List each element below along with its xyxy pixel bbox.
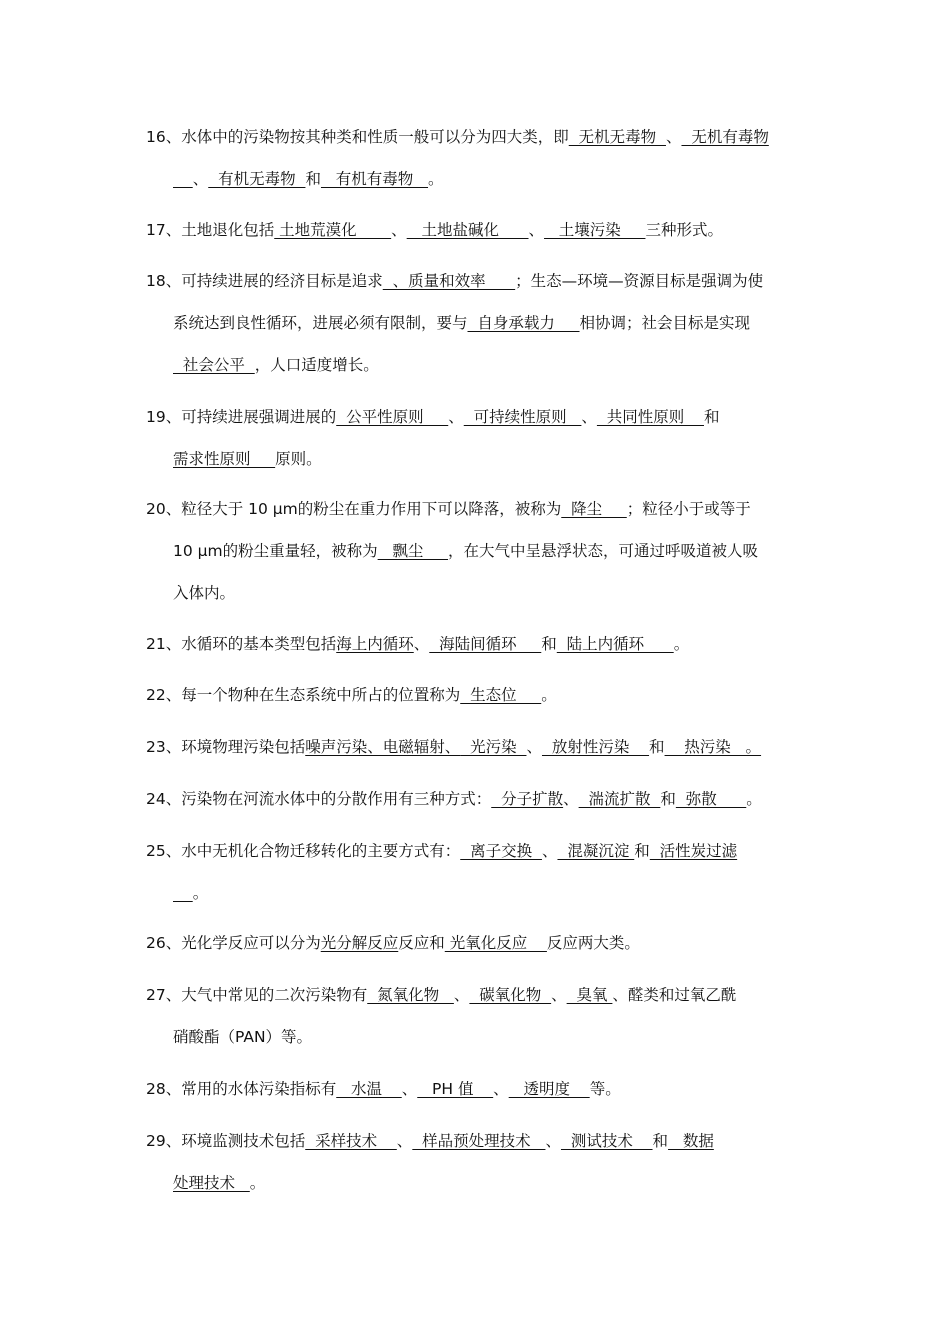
answer-blank: 水温 bbox=[336, 1080, 402, 1098]
question-line bbox=[146, 1120, 818, 1162]
question-line bbox=[146, 209, 818, 251]
question-text: 、 bbox=[551, 986, 567, 1004]
answer-blank: 氮氧化物 bbox=[367, 986, 454, 1004]
question-text: 28、常用的水体污染指标有 bbox=[146, 1080, 337, 1098]
question-text: 。 bbox=[746, 790, 762, 808]
question-text: 、 bbox=[581, 408, 597, 426]
question-text: 。 bbox=[673, 635, 690, 653]
question-line bbox=[146, 974, 818, 1016]
answer-blank: 混凝沉淀 bbox=[557, 842, 635, 860]
question-text: 16、水体中的污染物按其种类和性质一般可以分为四大类，即 bbox=[146, 128, 569, 146]
question-text: ；粒径小于或等于 bbox=[626, 500, 751, 518]
question-text: 18、可持续进展的经济目标是追求 bbox=[146, 272, 383, 290]
answer-blank: 光氧化反应 bbox=[444, 934, 547, 952]
answer-blank: 有机无毒物 bbox=[208, 170, 306, 188]
question-text: 、 bbox=[401, 1080, 418, 1098]
answer-blank: 放射性污染 bbox=[541, 738, 650, 756]
answer-blank: 无机无毒物 bbox=[568, 128, 666, 146]
question-line bbox=[146, 344, 818, 386]
answer-blank: 降尘 bbox=[561, 500, 627, 518]
question-line bbox=[146, 922, 818, 964]
question-line bbox=[146, 623, 818, 665]
question-line bbox=[146, 1068, 818, 1110]
question-text: 和 bbox=[649, 738, 665, 756]
question-text: 和 bbox=[305, 170, 321, 188]
question-text: 三种形式。 bbox=[645, 221, 723, 239]
question-text: 反应两大类。 bbox=[546, 934, 640, 952]
question-text: 10 μm的粉尘重量轻，被称为 bbox=[173, 542, 378, 560]
answer-blank: PH 值 bbox=[417, 1080, 494, 1098]
question-text: 系统达到良性循环，进展必须有限制，要与 bbox=[173, 314, 468, 332]
question-text: 25、水中无机化合物迁移转化的主要方式有： bbox=[146, 842, 461, 860]
question-line bbox=[146, 158, 818, 200]
question-text: 和 bbox=[660, 790, 676, 808]
answer-blank: 测试技术 bbox=[560, 1132, 653, 1150]
answer-blank: 土地荒漠化 bbox=[274, 221, 392, 239]
question-20 bbox=[146, 488, 818, 614]
question-22 bbox=[146, 674, 818, 716]
answer-blank: 湍流扩散 bbox=[578, 790, 661, 808]
answer-blank: 臭氧 bbox=[566, 986, 613, 1004]
question-16 bbox=[146, 116, 818, 200]
question-line bbox=[146, 830, 818, 872]
question-text: 。 bbox=[192, 884, 209, 902]
answer-blank: 采样技术 bbox=[305, 1132, 397, 1150]
question-text: 27、大气中常见的二次污染物有 bbox=[146, 986, 368, 1004]
question-text: 等。 bbox=[589, 1080, 621, 1098]
question-text: ，人口适度增长。 bbox=[254, 356, 379, 374]
question-25 bbox=[146, 830, 818, 914]
answer-blank: 社会公平 bbox=[173, 356, 255, 374]
question-line bbox=[146, 1016, 818, 1058]
question-line bbox=[146, 488, 818, 530]
question-text: 17、土地退化包括 bbox=[146, 221, 275, 239]
question-text: 和 bbox=[634, 842, 650, 860]
question-text: 原则。 bbox=[275, 450, 322, 468]
answer-blank: 数据 bbox=[668, 1132, 714, 1150]
answer-blank bbox=[173, 884, 193, 902]
answer-blank: 土地盐碱化 bbox=[406, 221, 529, 239]
answer-blank: 处理技术 bbox=[173, 1174, 250, 1192]
question-text: 和 bbox=[703, 408, 720, 426]
answer-blank: 弥散 bbox=[675, 790, 747, 808]
question-line bbox=[146, 530, 818, 572]
answer-blank: 有机有毒物 bbox=[320, 170, 429, 188]
question-text: 22、每一个物种在生态系统中所占的位置称为 bbox=[146, 686, 461, 704]
question-text: 。 bbox=[428, 170, 444, 188]
question-text: 硝酸酯（PAN）等。 bbox=[173, 1028, 313, 1046]
question-text: 、 bbox=[541, 842, 558, 860]
question-text: 20、粒径大于 10 μm的粉尘在重力作用下可以降落，被称为 bbox=[146, 500, 562, 518]
answer-blank: 土壤污染 bbox=[544, 221, 646, 239]
question-text: 和 bbox=[652, 1132, 669, 1150]
answer-blank: 生态位 bbox=[460, 686, 542, 704]
answer-blank: 需求性原则 bbox=[173, 450, 276, 468]
answer-blank: 光污染 bbox=[460, 738, 527, 756]
question-text: 、 bbox=[665, 128, 682, 146]
question-text: 、 bbox=[453, 986, 470, 1004]
question-27 bbox=[146, 974, 818, 1058]
question-line bbox=[146, 778, 818, 820]
question-text: ；生态—环境—资源目标是强调为使 bbox=[515, 272, 764, 290]
answer-blank bbox=[173, 170, 193, 188]
question-text: 26、光化学反应可以分为 bbox=[146, 934, 321, 952]
question-text: 、 bbox=[391, 221, 407, 239]
question-28 bbox=[146, 1068, 818, 1110]
answer-blank: 样品预处理技术 bbox=[412, 1132, 546, 1150]
question-text: ，在大气中呈悬浮状态，可通过呼吸道被人吸 bbox=[448, 542, 759, 560]
answer-blank: 光分解反应 bbox=[320, 934, 399, 952]
question-line bbox=[146, 726, 818, 768]
question-line bbox=[146, 572, 818, 614]
question-line bbox=[146, 872, 818, 914]
question-text: 入体内。 bbox=[173, 584, 236, 602]
question-text: 、 bbox=[396, 1132, 413, 1150]
answer-blank: 分子扩散 bbox=[491, 790, 564, 808]
question-text: 相协调；社会目标是实现 bbox=[579, 314, 751, 332]
question-text: 、 bbox=[526, 738, 542, 756]
question-line bbox=[146, 1162, 818, 1204]
answer-blank: 公平性原则 bbox=[336, 408, 449, 426]
question-line bbox=[146, 396, 818, 438]
answer-blank: 海上内循环 bbox=[336, 635, 414, 653]
answer-blank: 活性炭过滤 bbox=[649, 842, 738, 860]
answer-blank: 噪声污染、电磁辐射、 bbox=[305, 738, 461, 756]
answer-blank: 透明度 bbox=[508, 1080, 590, 1098]
answer-blank: 可持续性原则 bbox=[463, 408, 582, 426]
answer-blank: 离子交换 bbox=[460, 842, 542, 860]
question-29 bbox=[146, 1120, 818, 1204]
question-text: 和 bbox=[541, 635, 557, 653]
question-text: 反应和 bbox=[398, 934, 445, 952]
question-line bbox=[146, 260, 818, 302]
answer-blank: 碳氧化物 bbox=[469, 986, 552, 1004]
answer-blank: 无机有毒物 bbox=[681, 128, 769, 146]
question-19 bbox=[146, 396, 818, 480]
answer-blank: 、质量和效率 bbox=[382, 272, 516, 290]
question-18 bbox=[146, 260, 818, 386]
question-text: 24、污染物在河流水体中的分散作用有三种方式： bbox=[146, 790, 492, 808]
question-17 bbox=[146, 209, 818, 251]
question-26 bbox=[146, 922, 818, 964]
question-text: 、醛类和过氧乙酰 bbox=[612, 986, 737, 1004]
question-23 bbox=[146, 726, 818, 768]
question-text: 、 bbox=[413, 635, 430, 653]
question-text: 。 bbox=[249, 1174, 266, 1192]
question-text: 29、环境监测技术包括 bbox=[146, 1132, 306, 1150]
question-24 bbox=[146, 778, 818, 820]
question-text: 。 bbox=[541, 686, 557, 704]
question-text: 23、环境物理污染包括 bbox=[146, 738, 306, 756]
question-line bbox=[146, 438, 818, 480]
question-line bbox=[146, 674, 818, 716]
question-text: 19、可持续进展强调进展的 bbox=[146, 408, 337, 426]
question-text: 、 bbox=[192, 170, 209, 188]
answer-blank: 海陆间循环 bbox=[429, 635, 542, 653]
question-21 bbox=[146, 623, 818, 665]
answer-blank: 共同性原则 bbox=[596, 408, 704, 426]
question-line bbox=[146, 116, 818, 158]
answer-blank: 飘尘 bbox=[377, 542, 449, 560]
question-text: 、 bbox=[493, 1080, 509, 1098]
question-text: 、 bbox=[545, 1132, 561, 1150]
answer-blank: 自身承载力 bbox=[467, 314, 580, 332]
question-text: 、 bbox=[528, 221, 545, 239]
answer-blank: 陆上内循环 bbox=[556, 635, 674, 653]
question-text: 、 bbox=[448, 408, 464, 426]
question-text: 、 bbox=[563, 790, 579, 808]
answer-blank: 热污染 。 bbox=[664, 738, 762, 756]
question-line bbox=[146, 302, 818, 344]
question-text: 21、水循环的基本类型包括 bbox=[146, 635, 337, 653]
